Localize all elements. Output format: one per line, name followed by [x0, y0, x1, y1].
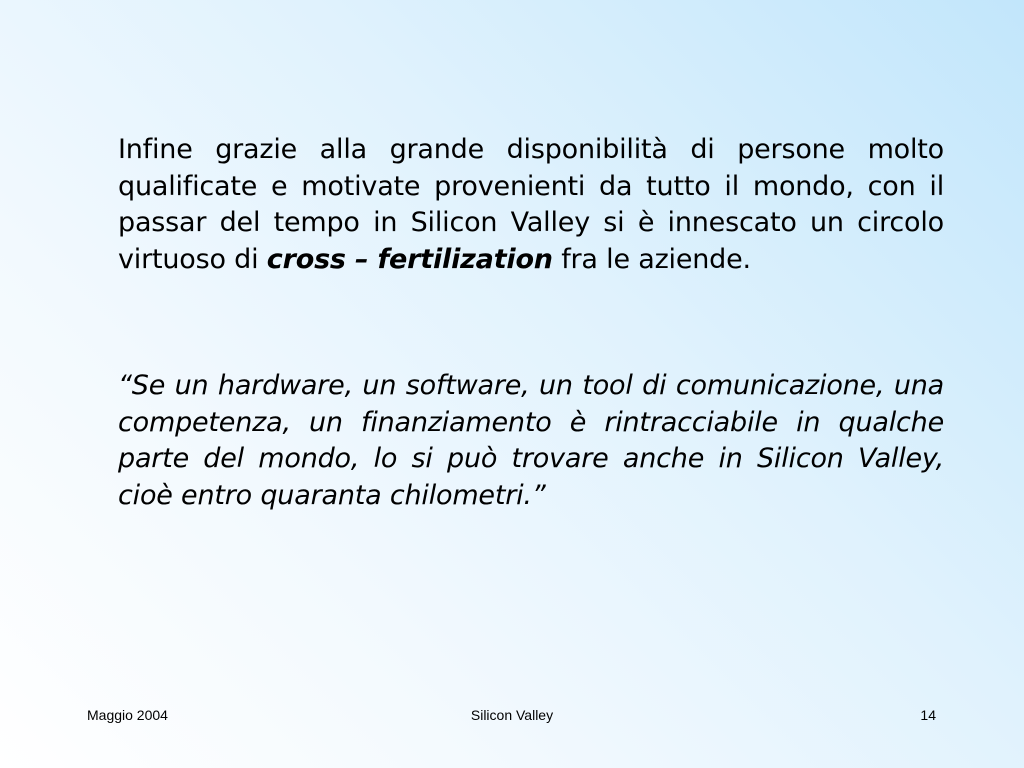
- paragraph-1-emphasis: cross – fertilization: [266, 243, 553, 275]
- quote-paragraph: “Se un hardware, un software, un tool di comunicazione, una competenza, un finanziamento è rintracciabile in qualche parte del mondo, lo si può trovare anche in Silicon Valley, cioè entro quaranta chilometri.”: [118, 370, 944, 511]
- footer-page-number: 14: [920, 707, 936, 723]
- body-paragraph-1: [118, 132, 944, 278]
- footer-title: Silicon Valley: [470, 707, 554, 723]
- footer-date: Maggio 2004: [87, 707, 168, 723]
- paragraph-1-text: Infine grazie alla grande disponibilità di persone molto qualificate e motivate provenienti da tutto il mondo, con il passar del tempo in Silicon Valley si è innescato un circolo virtuoso di: [118, 134, 944, 275]
- paragraph-1-tail: fra le aziende.: [552, 243, 751, 275]
